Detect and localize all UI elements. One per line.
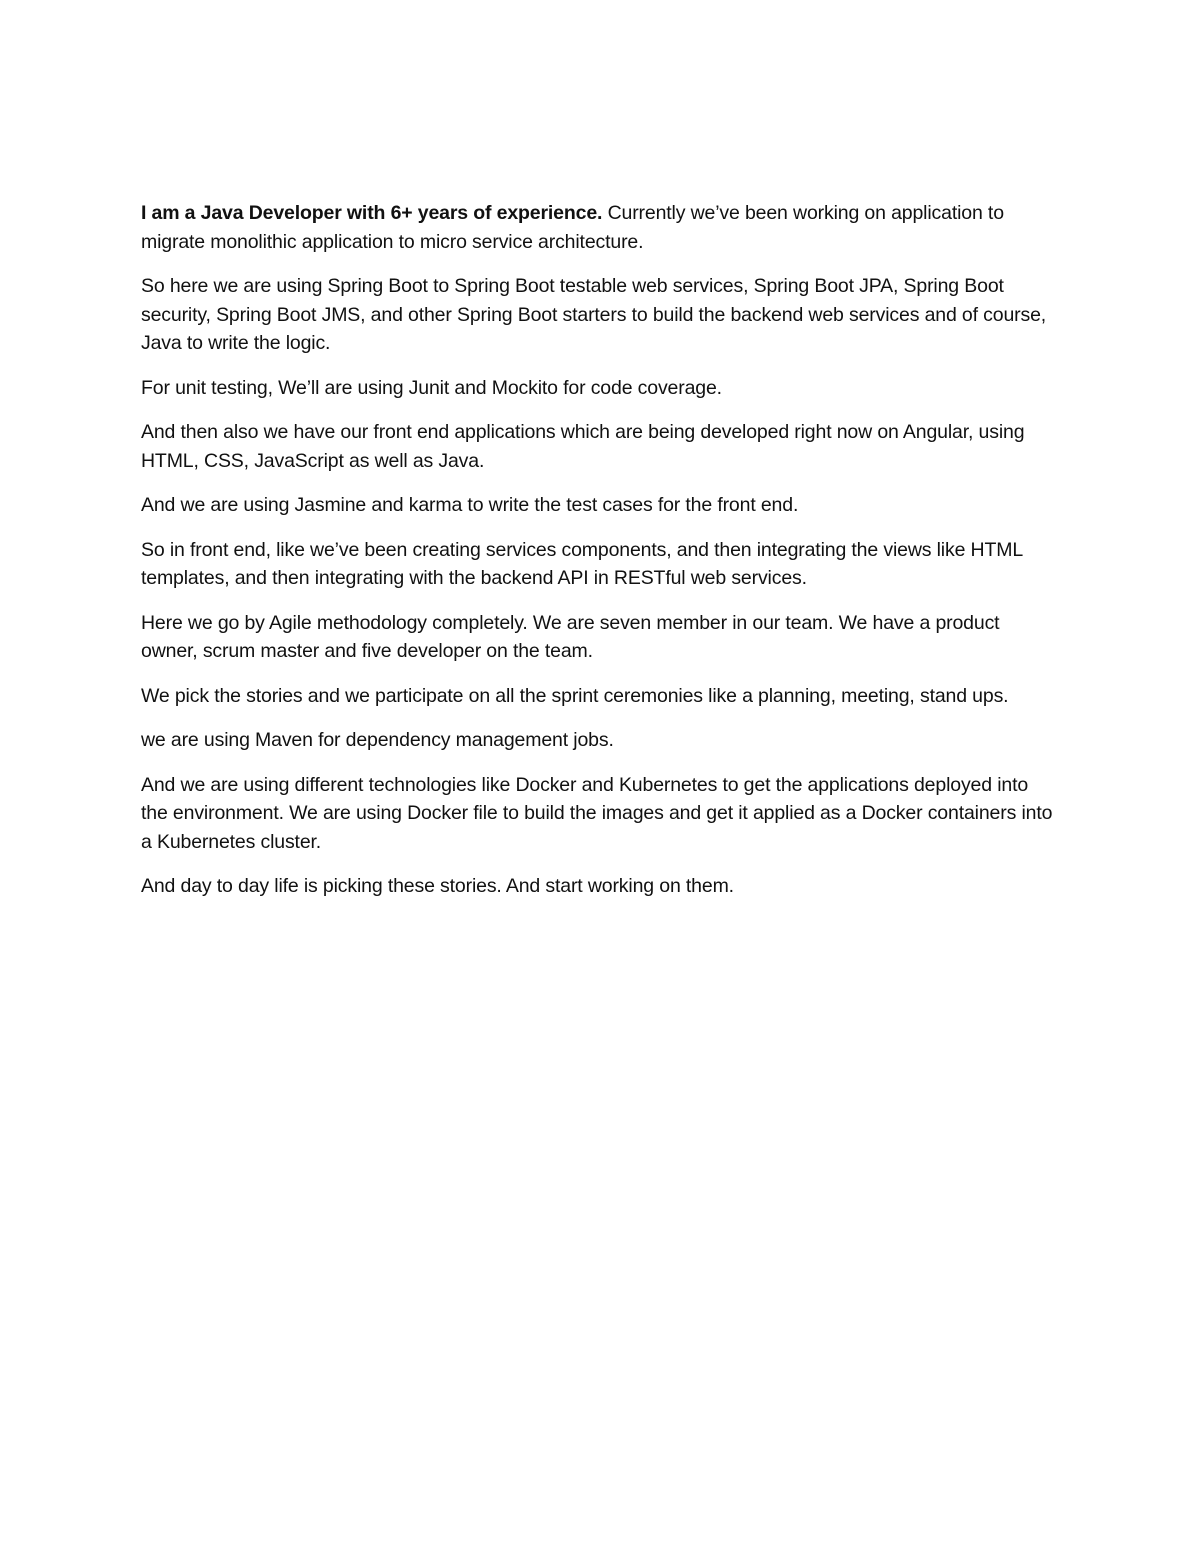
intro-bold-text: I am a Java Developer with 6+ years of experience. [141, 202, 603, 224]
paragraph-spring-boot: So here we are using Spring Boot to Spring Boot testable web services, Spring Boot JPA, Spring Boot security, Spring Boot JMS, and other Spring Boot starters to build the backend web services and of course, Java to write the logic. [141, 275, 1047, 354]
paragraph-sprint: We pick the stories and we participate on all the sprint ceremonies like a planning, meeting, stand ups. [141, 684, 1009, 707]
paragraph-unit-testing: For unit testing, We’ll are using Junit and Mockito for code coverage. [141, 376, 722, 399]
paragraph-jasmine-karma: And we are using Jasmine and karma to write the test cases for the front end. [141, 494, 799, 516]
intro-text: Currently we’ve been working on application to migrate monolithic application to micro service architecture. [141, 202, 1004, 253]
paragraph-maven: we are using Maven for dependency management jobs. [141, 729, 614, 751]
intro-paragraph [141, 199, 1056, 256]
document-body [141, 199, 1056, 917]
paragraph-front-end: And then also we have our front end applications which are being developed right now on Angular, using HTML, CSS, JavaScript as well as Java. [141, 421, 1025, 472]
paragraph-front-end-services: So in front end, like we’ve been creating services components, and then integrating the views like HTML templates, and then integrating with the backend API in RESTful web services. [141, 538, 1023, 589]
paragraph-agile: Here we go by Agile methodology completely. We are seven member in our team. We have a product owner, scrum master and five developer on the team. [141, 611, 1000, 662]
paragraph-docker-kubernetes: And we are using different technologies like Docker and Kubernetes to get the applications deployed into the environment. We are using Docker file to build the images and get it applied as a Docker containers into a Kubernetes cluster. [141, 773, 1053, 853]
paragraph-day-to-day: And day to day life is picking these stories. And start working on them. [141, 875, 734, 897]
